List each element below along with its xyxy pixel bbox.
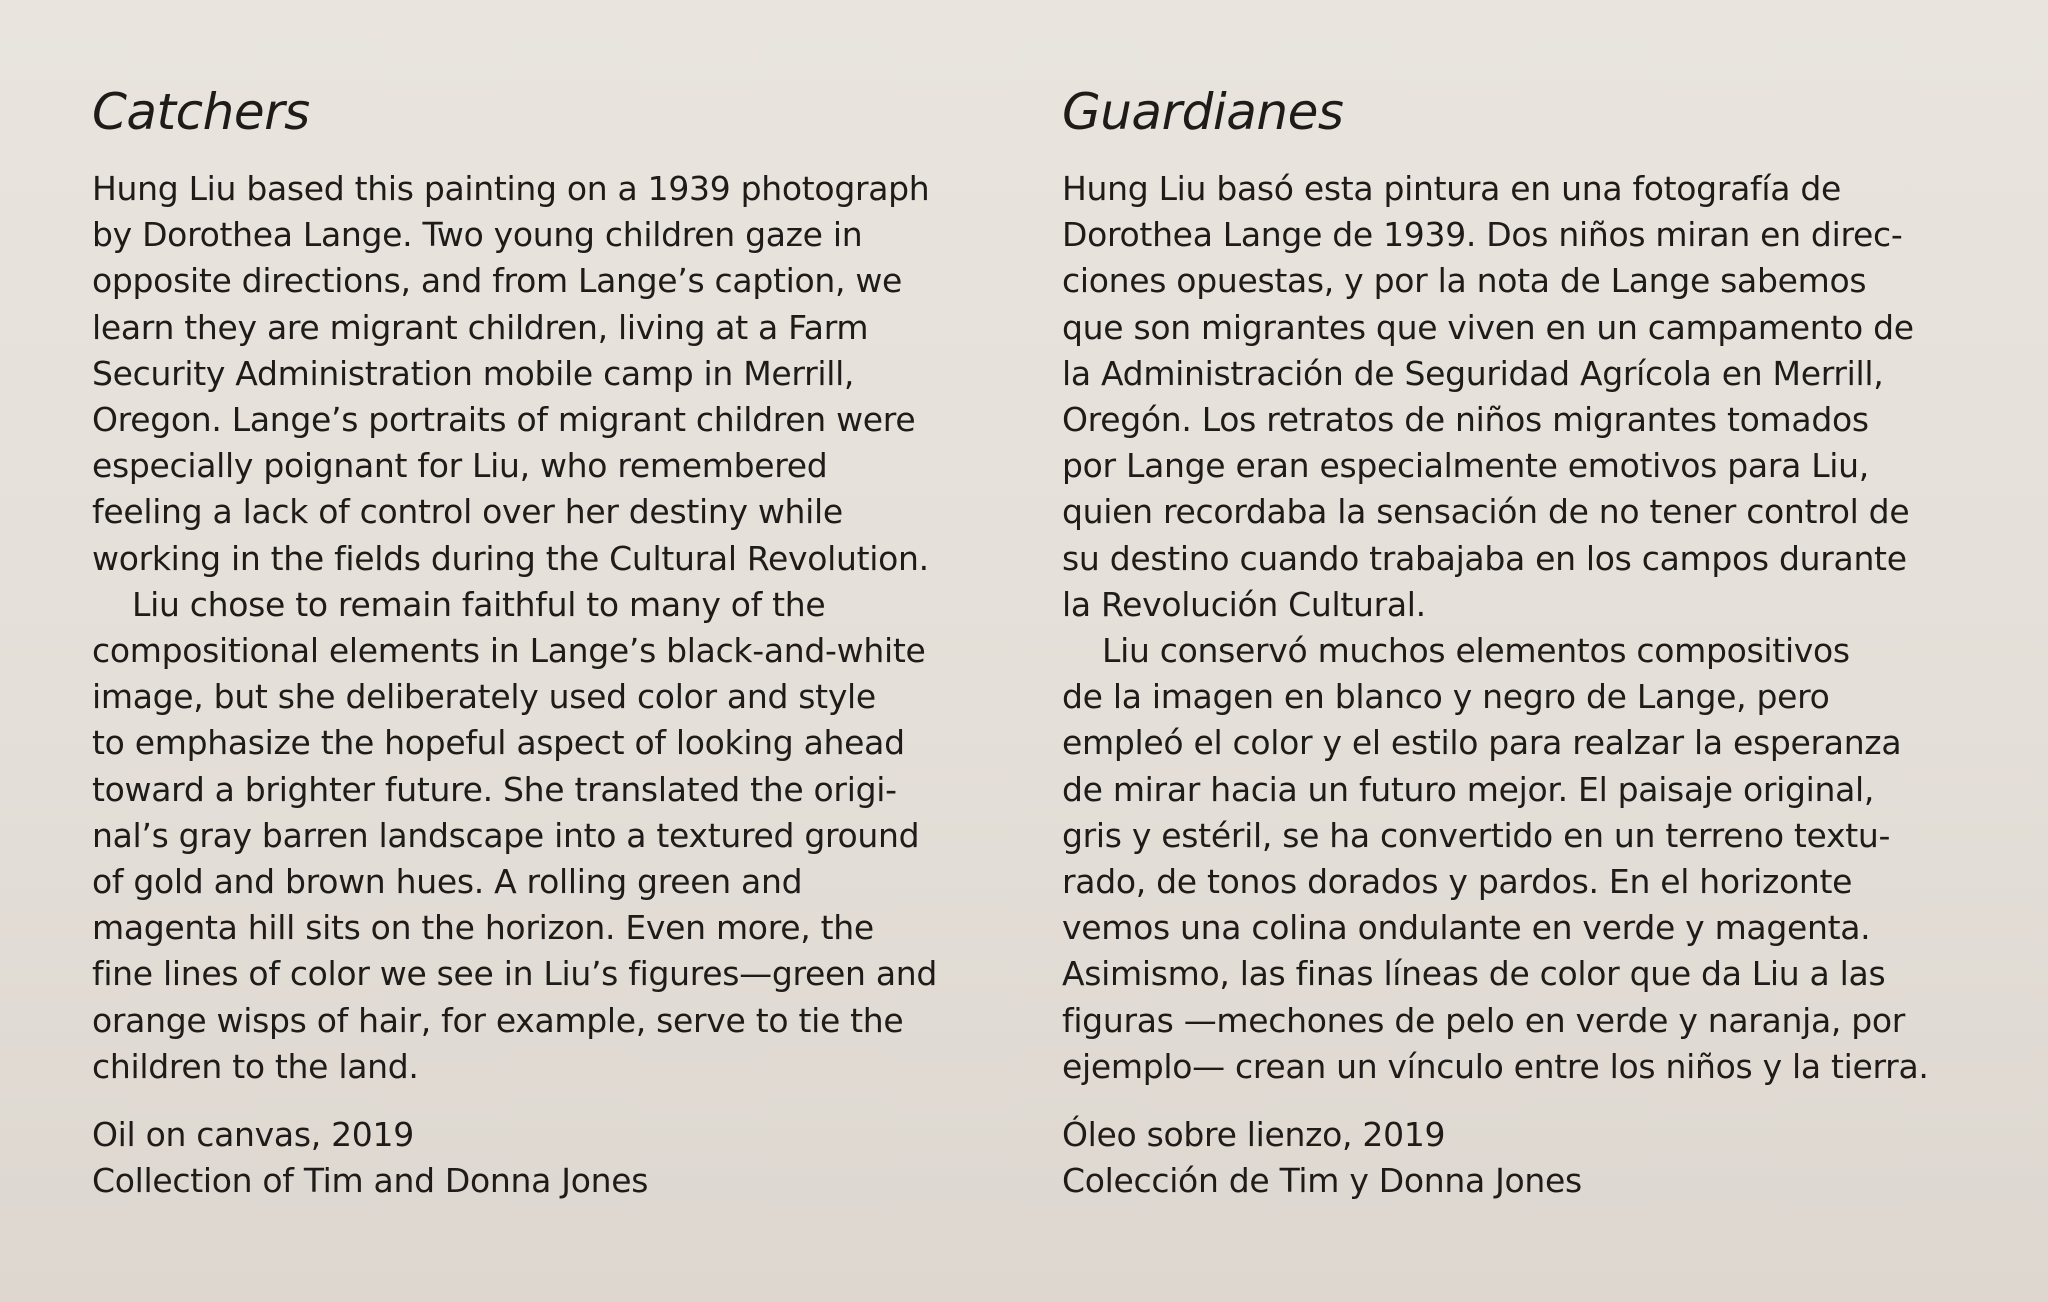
english-line: to emphasize the hopeful aspect of looking ahead	[92, 723, 905, 763]
english-line: compositional elements in Lange’s black-and-white	[92, 631, 926, 671]
english-line: by Dorothea Lange. Two young children gaze in	[92, 215, 863, 255]
english-line: Liu chose to remain faithful to many of the	[132, 584, 826, 624]
spanish-line: Hung Liu basó esta pintura en una fotografía de	[1062, 169, 1841, 208]
spanish-line: ejemplo— crean un vínculo entre los niños y la tierra.	[1062, 1046, 1929, 1086]
spanish-collection: Colección de Tim y Donna Jones	[1062, 1161, 1582, 1201]
spanish-body	[1062, 166, 1992, 1090]
spanish-line: Liu conservó muchos elementos compositivos	[1102, 631, 1850, 671]
spanish-medium: Óleo sobre lienzo, 2019	[1062, 1115, 1446, 1155]
spanish-line: Asimismo, las finas líneas de color que da Liu a las	[1062, 954, 1886, 994]
english-line: opposite directions, and from Lange’s caption, we	[92, 261, 903, 301]
spanish-line: figuras —mechones de pelo en verde y naranja, por	[1062, 1000, 1906, 1040]
spanish-line: Dorothea Lange de 1939. Dos niños miran en direc-	[1062, 215, 1903, 255]
english-line: fine lines of color we see in Liu’s figures—green and	[92, 954, 938, 994]
english-line: learn they are migrant children, living at a Farm	[92, 307, 869, 347]
english-line: toward a brighter future. She translated the origi-	[92, 769, 897, 809]
spanish-line: de mirar hacia un futuro mejor. El paisaje original,	[1062, 769, 1875, 809]
spanish-line: Oregón. Los retratos de niños migrantes tomados	[1062, 400, 1869, 440]
english-line: especially poignant for Liu, who remembered	[92, 446, 828, 486]
spanish-title: Guardianes	[1062, 83, 1344, 141]
english-credits	[92, 1112, 1022, 1204]
english-line: image, but she deliberately used color and style	[92, 677, 876, 717]
english-line: of gold and brown hues. A rolling green and	[92, 862, 803, 902]
spanish-line: por Lange eran especialmente emotivos para Liu,	[1062, 446, 1869, 486]
spanish-line: vemos una colina ondulante en verde y magenta.	[1062, 908, 1871, 948]
english-line: Security Administration mobile camp in Merrill,	[92, 353, 855, 393]
spanish-line: de la imagen en blanco y negro de Lange, pero	[1062, 677, 1830, 717]
spanish-credits	[1062, 1112, 1992, 1204]
english-column	[92, 82, 1022, 1204]
english-body	[92, 166, 1022, 1090]
english-line: orange wisps of hair, for example, serve to tie the	[92, 1000, 904, 1040]
spanish-line: la Administración de Seguridad Agrícola en Merrill,	[1062, 353, 1884, 393]
english-line: magenta hill sits on the horizon. Even more, the	[92, 908, 874, 948]
spanish-line: su destino cuando trabajaba en los campos durante	[1062, 538, 1907, 578]
spanish-line: empleó el color y el estilo para realzar la esperanza	[1062, 723, 1902, 763]
english-line: nal’s gray barren landscape into a textured ground	[92, 815, 920, 855]
spanish-line: gris y estéril, se ha convertido en un terreno textu-	[1062, 815, 1891, 855]
english-medium: Oil on canvas, 2019	[92, 1115, 414, 1155]
spanish-line: que son migrantes que viven en un campamento de	[1062, 307, 1914, 347]
english-title: Catchers	[92, 83, 310, 141]
english-line: Hung Liu based this painting on a 1939 photograph	[92, 169, 930, 208]
english-line: Oregon. Lange’s portraits of migrant children were	[92, 400, 916, 440]
english-line: children to the land.	[92, 1046, 419, 1086]
spanish-line: ciones opuestas, y por la nota de Lange sabemos	[1062, 261, 1867, 301]
english-line: feeling a lack of control over her destiny while	[92, 492, 843, 532]
spanish-line: rado, de tonos dorados y pardos. En el horizonte	[1062, 862, 1853, 902]
english-collection: Collection of Tim and Donna Jones	[92, 1161, 649, 1201]
spanish-line: quien recordaba la sensación de no tener control de	[1062, 492, 1910, 532]
spanish-line: la Revolución Cultural.	[1062, 584, 1426, 624]
spanish-column	[1062, 82, 1992, 1204]
english-line: working in the fields during the Cultural Revolution.	[92, 538, 929, 578]
